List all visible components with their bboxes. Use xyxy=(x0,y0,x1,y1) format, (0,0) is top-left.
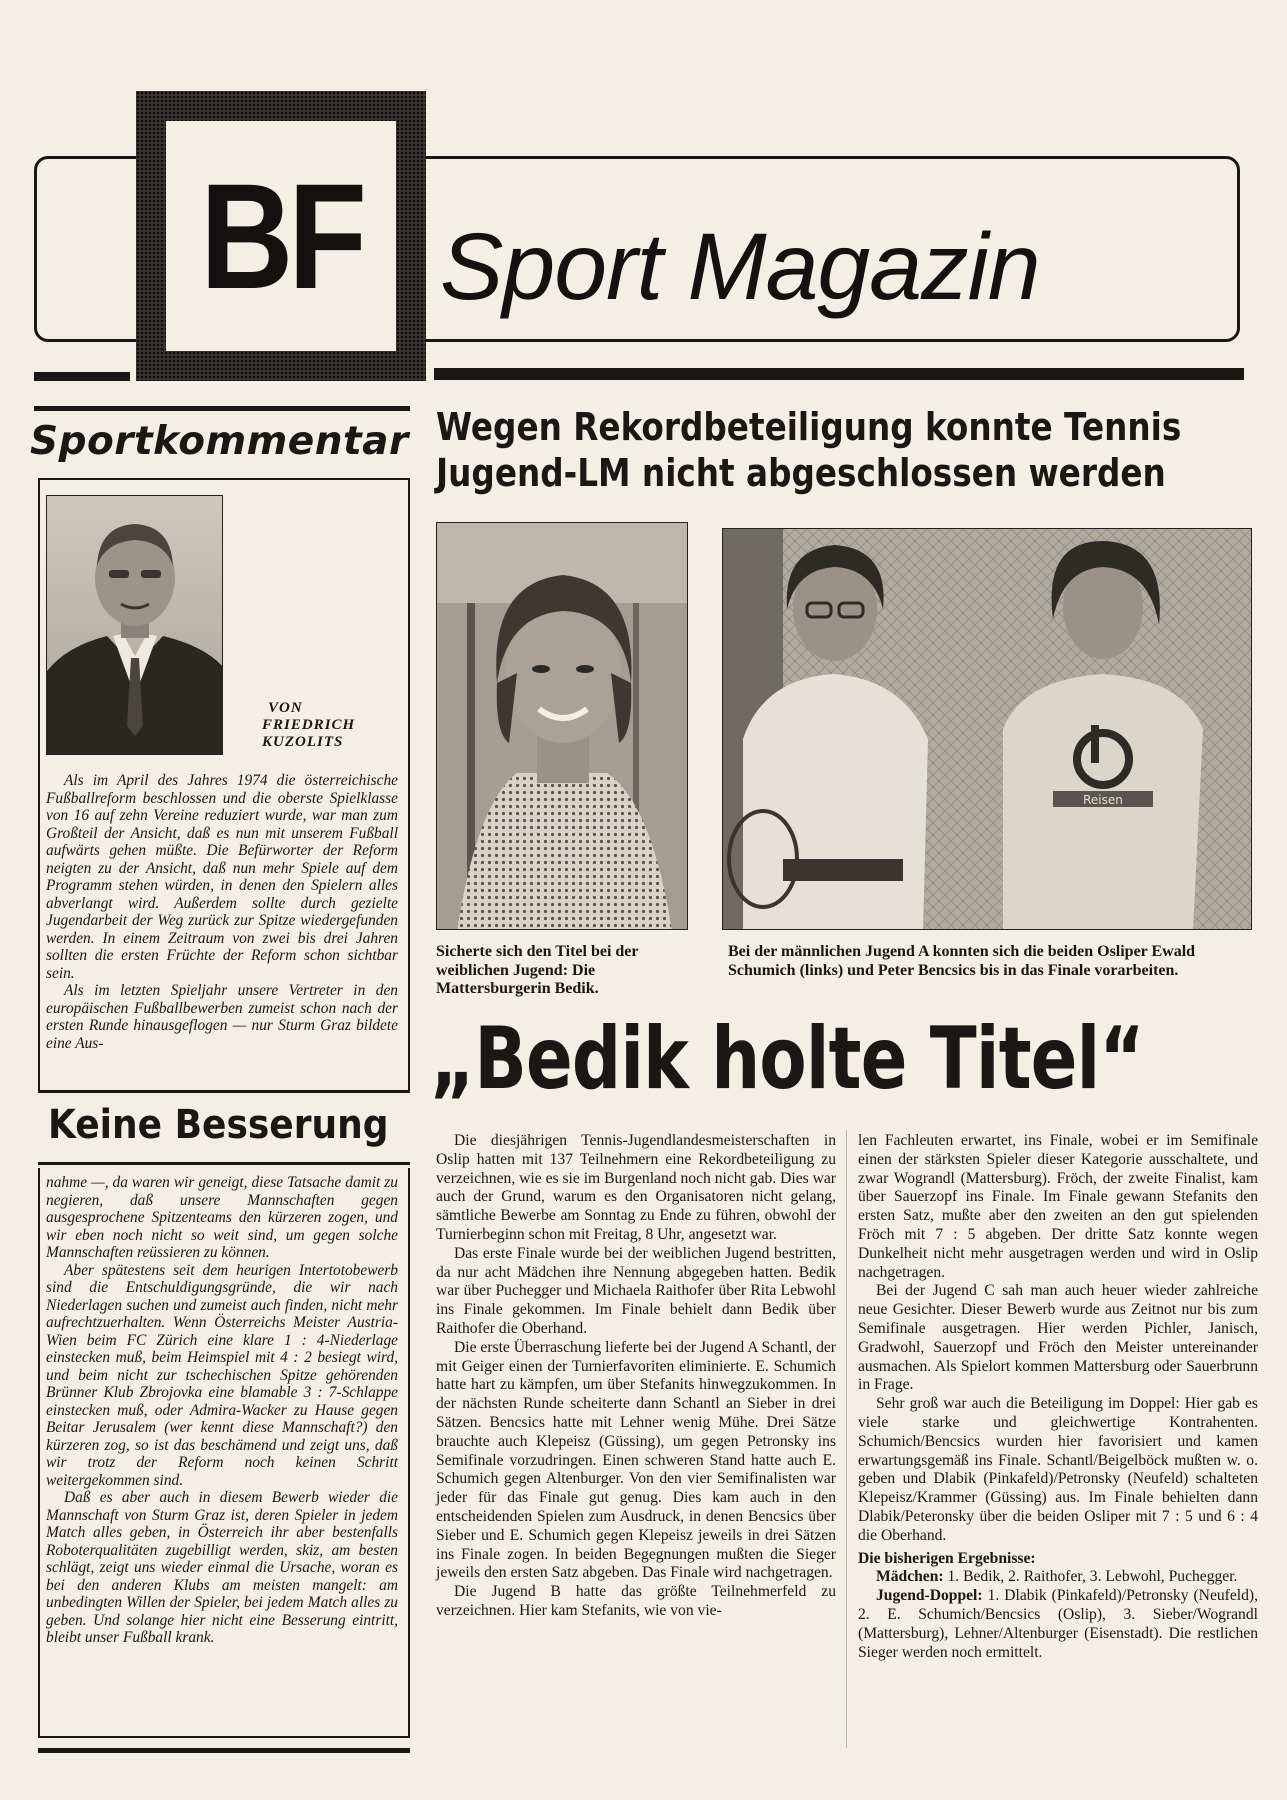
byline-last-name: KUZOLITS xyxy=(262,734,344,750)
byline-first-name: FRIEDRICH xyxy=(262,717,356,733)
rule-commentary xyxy=(34,406,410,411)
caption-bedik: Sicherte sich den Titel bei der weiblichen Jugend: Die Mattersburgerin Bedik. xyxy=(436,943,639,997)
photo-schumich-bencsics xyxy=(722,528,1252,930)
result-label: Mädchen: xyxy=(876,1568,944,1586)
article-headline: „Bedik holte Titel“ xyxy=(430,1009,1144,1109)
portrait-image xyxy=(47,496,223,755)
commentary-paragraph: nahme —, da waren wir geneigt, diese Tatsache damit zu negieren, daß unsere Mannschaften gegen ausgesprochene Spitzenteams den kürzeren zogen, und wir eben noch nicht so weit sind, um gegen solche Mannschaften reüssieren zu können. xyxy=(46,1174,398,1261)
photo-bedik xyxy=(436,522,688,930)
commentary-subheading: Keine Besserung xyxy=(48,1102,389,1148)
photo-boys-image xyxy=(723,529,1252,930)
headline-line-2: Jugend-LM nicht abgeschlossen werden xyxy=(436,451,1166,495)
caption-schumich-bencsics: Bei der männlichen Jugend A konnten sich die beiden Osliper Ewald Schumich (links) und Peter Bencsics bis in das Finale vorarbeiten. xyxy=(728,943,1196,979)
author-portrait xyxy=(46,495,223,755)
headline-line-1: Wegen Rekordbeteiligung konnte Tennis xyxy=(436,405,1182,449)
logo-text: BF xyxy=(200,152,362,320)
column-divider xyxy=(846,1130,847,1748)
result-label: Jugend-Doppel: xyxy=(876,1587,983,1605)
article-paragraph: Das erste Finale wurde bei der weiblichen Jugend bestritten, da nur acht Mädchen ihre Nennung abgegeben hatten. Bedik war über Puchegger und Michaela Raithofer über Rita Lebwohl ins Finale gekommen. Im Finale behielt dann Bedik über Raithofer die Oberhand. xyxy=(436,1244,836,1337)
commentary-paragraph: Als im April des Jahres 1974 die österreichische Fußballreform beschlossen und die oberste Spielklasse von 16 auf zehn Vereine reduziert wurde, war man zum Großteil der Ansicht, daß es nun mit unserem Fußball aufwärts gehen müßte. Die Befürworter der Reform neigten zu der Ansicht, daß nun mehr Spiele auf dem Programm stehen würden, in denen den Spielern alles abverlangt wird. Außerdem sollte durch gezielte Jugendarbeit der Weg zurück zur Spitze wiedergefunden werden. In einem Zeitraum von zwei bis drei Jahren sollten die ersten Früchte der Reform schon sichtbar sein. xyxy=(46,772,398,982)
article-paragraph: Die erste Überraschung lieferte bei der Jugend A Schantl, der mit Geiger einen der Turnierfavoriten eliminierte. E. Schumich hatte hart zu kämpfen, um über Stefanits hinwegzukommen. In der nächsten Runde scheiterte dann Schantl an Sieber in drei Sätzen. Bencsics hatte mit Lehner wenig Mühe. Drei Sätze brauchte auch Klepeisz (Güssing), um gegen Petronsky ins Semifinale vorzudringen. Einen schweren Stand hatte auch E. Schumich gegen Altenburger. Von den vier Semifinalisten war jeder für das Finale gut genug. Dies kam auch in den entscheidenden Spielen zum Ausdruck, in denen Bencsics über Sieber und E. Schumich gegen Klepeisz jeweils in drei Sätzen ins Finale zogen. In beiden Begegnungen mußten die Sieger jeweils den ersten Satz abgeben. Das Finale wird nachgetragen. xyxy=(436,1338,836,1582)
commentary-paragraph: Aber spätestens seit dem heurigen Intertotobewerb sind die Entschuldigungsgründe, die wir nach Niederlagen suchen und zumeist auch finden, nicht mehr aufrechtzuerhalten. Wenn Österreichs Meister Austria-Wien beim FC Zürich eine klare 1 : 4-Niederlage einstecken muß, beim Heimspiel mit 4 : 2 besiegt wird, und beim nicht zur tschechischen Spitze gehörenden Brünner Klub Zbrojovka eine blamable 3 : 7-Schlappe einstecken muß, oder Admira-Wacker zu Hause gegen Beitar Jerusalem (wer kennt diese Mannschaft?) den kürzeren zog, so ist das beschämend und zeigt uns, daß wir trotz der Reform noch keinen Schritt weitergekommen sind. xyxy=(46,1261,398,1489)
shirt-text: Reisen xyxy=(1083,793,1123,807)
article-paragraph: Sehr groß war auch die Beteiligung im Doppel: Hier gab es viele starke und gleichwertige Kontrahenten. Schumich/Bencsics wurden hier favorisiert und kamen erwartungsgemäß ins Finale. Schantl/Beigelböck mußten w. o. geben und Dlabik (Pinkafeld)/Petronsky (Neufeld) schalteten Klepeisz/Krammer (Güssing) aus. Im Finale behielten dann Dlabik/Peteronsky über die beiden Osliper mit 7 : 5 und 6 : 4 die Oberhand. xyxy=(858,1395,1258,1544)
photo-bedik-image xyxy=(437,523,688,930)
byline xyxy=(262,700,382,751)
commentary-paragraph: Als im letzten Spieljahr unsere Vertreter in den europäischen Fußballbewerben zumeist schon nach der ersten Runde hinausgeflogen — nur Sturm Graz bildete eine Aus- xyxy=(46,982,398,1052)
result-item xyxy=(858,1587,1258,1662)
subheading-rule-top xyxy=(38,1090,410,1093)
commentary-text-part1 xyxy=(46,772,398,1052)
article-column-2 xyxy=(858,1132,1258,1662)
results-heading: Die bisherigen Ergebnisse: xyxy=(858,1549,1036,1567)
article-paragraph: len Fachleuten erwartet, ins Finale, wobei er im Semifinale einen der stärksten Spieler dieser Kategorie ausschaltete, und zwar Wograndl (Mattersburg). Fröch, der zweite Finalist, kam über Sauerzopf ins Finale. Im Finale gewann Stefanits den ersten Satz, mußte aber den zweiten an den gut spielenden Fröch mit 7 : 5 abgeben. Der dritte Satz konnte wegen Dunkelheit nicht mehr ausgetragen werden und wird in Oslip nachgetragen. xyxy=(858,1132,1258,1281)
rule-commentary-bottom xyxy=(38,1748,410,1753)
result-item xyxy=(858,1568,1258,1587)
result-text: 1. Bedik, 2. Raithofer, 3. Lebwohl, Puchegger. xyxy=(947,1568,1238,1586)
subheading-rule-bottom xyxy=(38,1162,410,1165)
commentary-heading: Sportkommentar xyxy=(30,419,409,464)
result-text: 1. Dlabik (Pinkafeld)/Petronsky (Neufeld), 2. E. Schumich/Bencsics (Oslip), 3. Sieber/Wograndl (Mattersburg), Lehner/Altenburger (Eisenstadt). Die restlichen Sieger werden noch ermittelt. xyxy=(858,1587,1258,1661)
rule-right-long xyxy=(434,368,1244,380)
article-paragraph: Die Jugend B hatte das größte Teilnehmerfeld zu verzeichnen. Hier kam Stefanits, wie von vie- xyxy=(436,1583,836,1619)
logo-box xyxy=(166,121,396,351)
magazine-title: Sport Magazin xyxy=(440,214,1040,320)
article-column-1 xyxy=(436,1132,836,1621)
byline-von: VON xyxy=(268,700,303,716)
feature-headline xyxy=(436,404,1182,496)
commentary-text-part2 xyxy=(46,1174,398,1647)
article-paragraph: Bei der Jugend C sah man auch heuer wieder zahlreiche neue Gesichter. Dieser Bewerb wurde aus Zeitnot nur bis zum Semifinale ausgetragen. Hier werden Pichler, Janisch, Gradwohl, Sauerzopf und Fröch den Meister untereinander ausmachen. Als Spielort kommen Mattersburg oder Sauerbrunn in Frage. xyxy=(858,1282,1258,1394)
commentary-paragraph: Daß es aber auch in diesem Bewerb wieder die Mannschaft von Sturm Graz ist, deren Spieler in jedem Match alles geben, in Österreich ihr aber bestenfalls Roboterqualitäten zugebilligt werden, skiz, am besten schlägt, zeigt uns wieder einmal die Ursache, woran es bei den anderen Klubs am meisten mangelt: am unbedingten Willen der Spieler, bei jedem Match alles zu geben. Und solange hier nicht eine Besserung eintritt, bleibt unser Fußball krank. xyxy=(46,1489,398,1646)
rule-left-short xyxy=(34,372,130,381)
article-paragraph: Die diesjährigen Tennis-Jugendlandesmeisterschaften in Oslip hatten mit 137 Teilnehmern eine Rekordbeteiligung zu verzeichnen, wie es sie im Burgenland noch nicht gab. Dies war auch der Grund, warum es den Organisatoren nicht gelang, sämtliche Bewerbe am Sonntag zu Ende zu führen, obwohl der Turnierbeginn schon mit Freitag, 8 Uhr, angesetzt war. xyxy=(436,1132,836,1243)
